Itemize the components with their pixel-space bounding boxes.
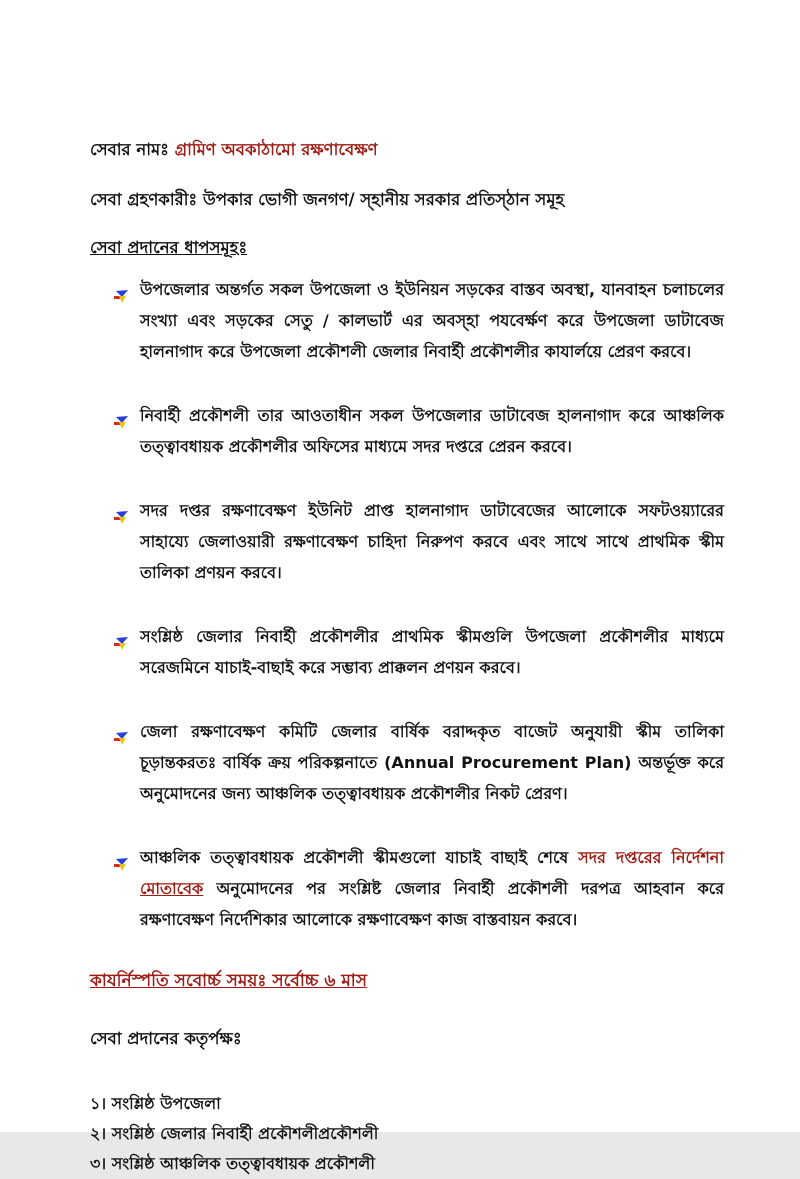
authority-list	[90, 1089, 724, 1179]
arrow-bullet-icon	[114, 725, 129, 756]
arrow-bullet-icon	[114, 630, 129, 661]
authority-item-1: ১। সংশ্লিষ্ঠ উপজেলা	[90, 1094, 221, 1113]
step-item-4	[114, 621, 724, 683]
step-item-5	[114, 716, 724, 809]
step-item-3	[114, 495, 724, 588]
steps-list	[90, 274, 724, 935]
step-item-2	[114, 400, 724, 462]
service-name-row	[90, 138, 724, 162]
step-item-1	[114, 274, 724, 367]
arrow-bullet-icon	[114, 283, 129, 314]
service-recipient-row	[90, 188, 724, 212]
arrow-bullet-icon	[114, 851, 129, 882]
service-name-value: গ্রামিণ অবকাঠামো রক্ষণাবেক্ষণ	[174, 140, 378, 159]
authority-item-3: ৩। সংশ্লিষ্ঠ আঞ্চলিক তত্ত্বাবধায়ক প্রকৌশলী	[90, 1154, 375, 1173]
service-recipient-value: উপকার ভোগী জনগণ/ স্হানীয় সরকার প্রতিস্ঠান সমূহ	[202, 190, 565, 209]
step-text: জেলা রক্ষণাবেক্ষণ কমিটি জেলার বার্ষিক বরাদ্দকৃত বাজেট অনুযায়ী স্কীম তালিকা চূড়ান্তকরতঃ বার্ষিক ক্রয় পরিকল্পনাতে (Annual Procurement Plan) অন্তর্ভূক্ত করে অনুমোদনের জন্য আঞ্চলিক তত্ত্বাবধায়ক প্রকৌশলীর নিকট প্রেরণ।	[140, 722, 724, 803]
step-text: সংশ্লিষ্ঠ জেলার নিবার্হী প্রকৌশলীর প্রাথমিক স্কীমগুলি উপজেলা প্রকৌশলীর মাধ্যমে সরেজমিনে যাচাই-বাছাই করে সম্ভাব্য প্রাক্কলন প্রণয়ন করবে।	[140, 627, 724, 677]
arrow-bullet-icon	[114, 409, 129, 440]
arrow-bullet-icon	[114, 504, 129, 535]
authority-item-2: ২। সংশ্লিষ্ঠ জেলার নিবার্হী প্রকৌশলীপ্রকৌশলী	[90, 1124, 379, 1143]
steps-heading: সেবা প্রদানের ধাপসমূহঃ	[90, 238, 248, 257]
step-text: উপজেলার অন্তর্গত সকল উপজেলা ও ইউনিয়ন সড়কের বাস্তব অবস্থা, যানবাহন চলাচলের সংখ্যা এবং সড়কের সেতু / কালভার্ট এর অবস্হা পযবের্ক্ষণ করে উপজেলা ডাটাবেজ হালনাগাদ করে উপজেলা প্রকৌশলী জেলার নিবার্হী প্রকৌশলীর কাযার্লয়ে প্রেরণ করবে।	[140, 280, 724, 361]
service-recipient-label: সেবা গ্রহণকারীঃ	[90, 190, 198, 209]
step-text: আঞ্চলিক তত্ত্বাবধায়ক প্রকৌশলী স্কীমগুলো যাচাই বাছাই শেষে সদর দপ্তরের নির্দেশনা মোতাবেক অনুমোদনের পর সংশ্লিষ্ট জেলার নিবার্হী প্রকৌশলী দরপত্র আহবান করে রক্ষণাবেক্ষণ নির্দেশিকার আলোকে রক্ষণাবেক্ষণ কাজ বাস্তবায়ন করবে।	[140, 848, 724, 929]
service-name-label: সেবার নামঃ	[90, 140, 169, 159]
step-item-6	[114, 842, 724, 935]
completion-time-heading: কাযর্নিস্পতি সবোর্চ্চ সময়ঃ সর্বোচ্চ ৬ মাস	[90, 971, 367, 991]
step-text: সদর দপ্তর রক্ষণাবেক্ষণ ইউনিট প্রাপ্ত হালনাগাদ ডাটাবেজের আলোকে সফটওয়্যারের সাহায্যে জেলাওয়ারী রক্ষণাবেক্ষণ চাহিদা নিরুপণ করবে এবং সাথে সাথে প্রাথমিক স্কীম তালিকা প্রণয়ন করবে।	[140, 501, 724, 582]
authority-heading: সেবা প্রদানের কতৃর্পক্ষঃ	[90, 1029, 242, 1048]
step-text: নিবার্হী প্রকৌশলী তার আওতাধীন সকল উপজেলার ডাটাবেজ হালনাগাদ করে আঞ্চলিক তত্ত্বাবধায়ক প্রকৌশলীর অফিসের মাধ্যমে সদর দপ্তরে প্রেরন করবে।	[140, 406, 724, 456]
